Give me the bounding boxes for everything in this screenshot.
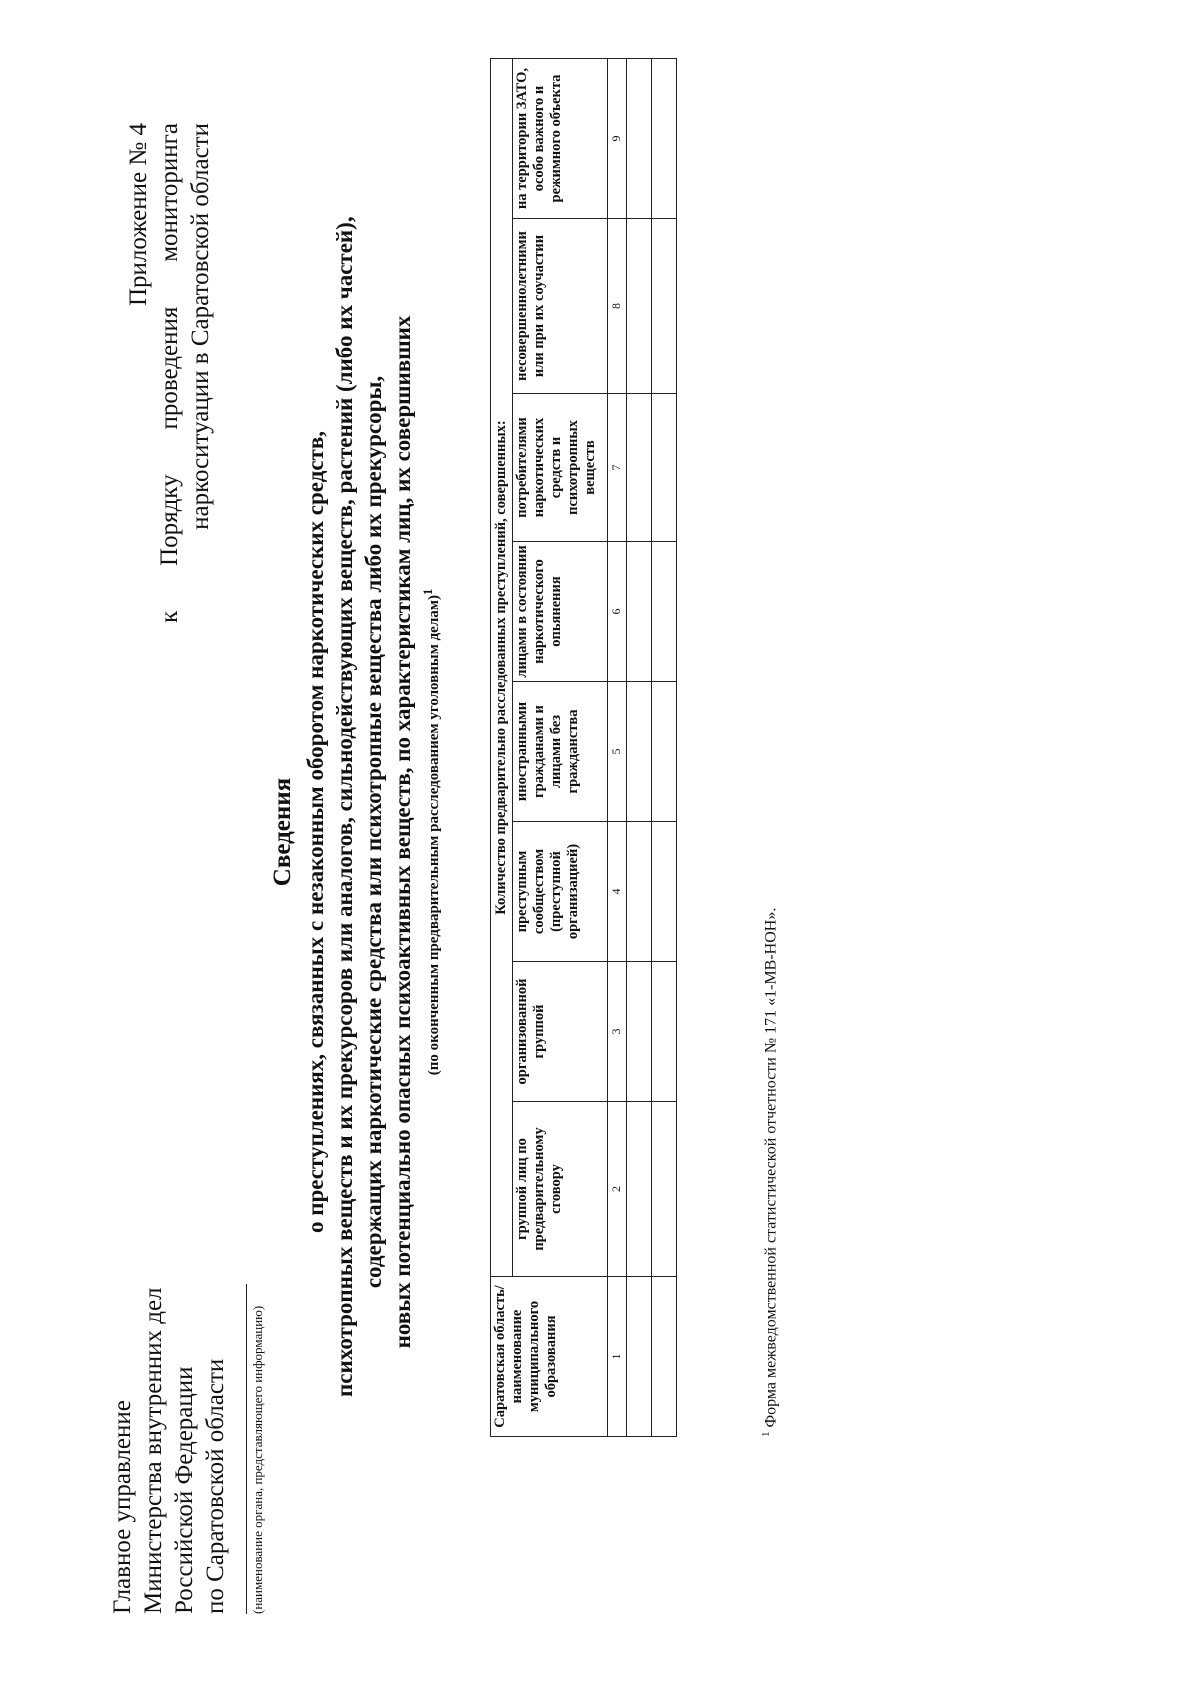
column-number: 1 [608, 1277, 627, 1437]
column-number: 5 [608, 682, 627, 822]
table-cell [627, 962, 652, 1102]
table-cell [627, 822, 652, 962]
header-col-2: группой лиц по предварительному сговору [513, 1102, 608, 1277]
heading-line: психотропных веществ и их прекурсоров или аналогов, сильнодействующих веществ, растений (либо их частей), [332, 216, 357, 1397]
table-cell [652, 682, 677, 822]
table-cell [627, 219, 652, 394]
footnote-text: Форма межведомственной статистической отчетности № 171 «1-МВ-НОН». [762, 907, 780, 1432]
table-cell [627, 1102, 652, 1277]
sender-line: Министерства внутренних дел [140, 1287, 167, 1614]
table-cell [627, 394, 652, 542]
table-cell [652, 962, 677, 1102]
heading-note-footnote-mark: 1 [421, 588, 435, 596]
header-col-7: потребителями наркотических средств и психотропных веществ [513, 394, 608, 542]
table-cell [627, 542, 652, 682]
table-cell [652, 542, 677, 682]
table-subheader-row [513, 59, 608, 1437]
sender-line: по Саратовской области [202, 1358, 229, 1614]
header-col-3: организованной группой [513, 962, 608, 1102]
table-cell [627, 1277, 652, 1437]
org-underline [246, 1284, 247, 1614]
table-cell [652, 822, 677, 962]
table-cell [652, 59, 677, 219]
header-col-4: преступным сообществом (преступной организацией) [513, 822, 608, 962]
table-cell [652, 394, 677, 542]
table-row [652, 59, 677, 1437]
table-row [627, 59, 652, 1437]
column-number: 3 [608, 962, 627, 1102]
table-cell [652, 1102, 677, 1277]
header-col-9: на территории ЗАТО, особо важного и режимного объекта [513, 59, 608, 219]
header-col-8: несовершеннолетними или при их соучастии [513, 219, 608, 394]
heading-title: Сведения [269, 777, 296, 887]
heading-line: новых потенциально опасных психоактивных веществ, по характеристикам лиц, их совершивших [390, 315, 415, 1349]
heading-note-text: (по оконченным предварительным расследованием уголовным делам) [426, 595, 442, 1076]
heading-line: содержащих наркотические средства или психотропные вещества либо их прекурсоры, [361, 375, 386, 1289]
document-heading [265, 216, 444, 1397]
annex-block [123, 123, 216, 623]
header-region: Саратовская область/ наименование муниципального образования [491, 1277, 608, 1437]
table-header-row [491, 59, 513, 1437]
sender-block [107, 1287, 231, 1614]
header-col-6: лицами в состоянии наркотического опьянения [513, 542, 608, 682]
footnote [760, 908, 780, 1437]
column-number: 9 [608, 59, 627, 219]
table-cell [652, 219, 677, 394]
org-caption: (наименование органа, представляющего информацию) [250, 1305, 265, 1614]
header-col-5: иностранными гражданами и лицами без гражданства [513, 682, 608, 822]
annex-region: наркоситуации в Саратовской области [187, 123, 214, 530]
column-number: 8 [608, 219, 627, 394]
table-cell [627, 682, 652, 822]
annex-reference: к Порядку проведения мониторинга [156, 123, 183, 623]
sender-line: Российской Федерации [171, 1366, 198, 1614]
header-group: Количество предварительно расследованных преступлений, совершенных: [491, 59, 513, 1277]
column-number: 2 [608, 1102, 627, 1277]
table-cell [627, 59, 652, 219]
sender-line: Главное управление [109, 1400, 136, 1614]
heading-note [418, 267, 444, 1397]
heading-line: о преступлениях, связанных с незаконным оборотом наркотических средств, [303, 430, 328, 1234]
annex-number: Приложение № 4 [125, 123, 152, 307]
column-number: 6 [608, 542, 627, 682]
footnote-mark: 1 [760, 1431, 772, 1437]
statistics-table [490, 58, 677, 1437]
column-number: 7 [608, 394, 627, 542]
column-number: 4 [608, 822, 627, 962]
table-cell [652, 1277, 677, 1437]
column-number-row [608, 59, 627, 1437]
